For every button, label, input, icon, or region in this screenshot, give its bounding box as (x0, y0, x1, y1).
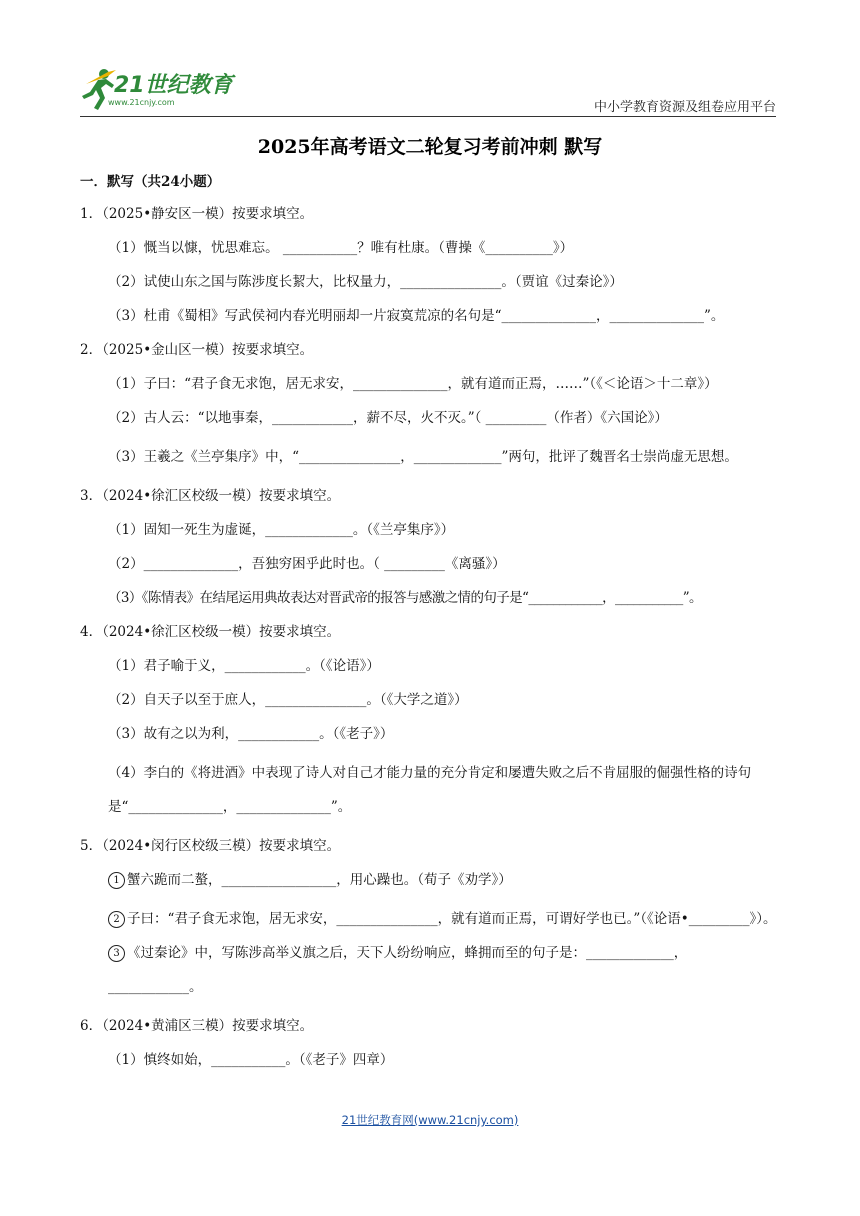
question-item: （4）李白的《将进酒》中表现了诗人对自己才能力量的充分肯定和屡遭失败之后不肯屈服的倔强性格的诗句是“______________，______________”。 (108, 765, 752, 815)
page-title: 2025年高考语文二轮复习考前冲刺 默写 (257, 136, 603, 158)
circled-number: 1 (108, 872, 125, 889)
question-item: （3）《陈情表》在结尾运用典故表达对晋武帝的报答与感激之情的句子是“____________，___________”。 (108, 590, 702, 606)
question-item: （1）慎终如始，___________。（《老子》四章） (108, 1052, 394, 1068)
question-item: （3）杜甫《蜀相》写武侯祠内春光明丽却一片寂寞荒凉的名句是“______________，______________”。 (108, 308, 725, 324)
logo-url: www.21cnjy.com (108, 98, 175, 107)
page-header (0, 0, 860, 120)
circled-number: 2 (108, 911, 125, 928)
question-item: （1）固知一死生为虚诞，_____________。（《兰亭集序》） (108, 522, 455, 538)
question-title: 1．（2025•静安区一模）按要求填空。 (80, 206, 314, 222)
question-item: （3）故有之以为利，____________。（《老子》） (108, 726, 394, 742)
logo-text: 21世纪教育 (114, 73, 233, 98)
platform-label: 中小学教育资源及组卷应用平台 (593, 100, 776, 115)
logo (78, 66, 258, 114)
question-item: （2）试使山东之国与陈涉度长絜大，比权量力，_______________。（贾谊《过秦论》） (108, 274, 623, 290)
question-title: 6．（2024•黄浦区三模）按要求填空。 (80, 1018, 314, 1034)
circled-number: 3 (108, 945, 125, 962)
document-body (80, 170, 778, 1082)
footer-link[interactable]: 21世纪教育网(www.21cnjy.com) (341, 1113, 519, 1127)
question-item: （1）慨当以慷，忧思难忘。 ___________？唯有杜康。（曹操《__________》） (108, 240, 574, 256)
question-title: 4．（2024•徐汇区校级一模）按要求填空。 (80, 624, 341, 640)
item-text: 子曰：“君子食无求饱，居无求安，_______________，就有道而正焉，可谓好学也已。”（《论语•_________》）。 (127, 911, 777, 927)
section-heading: 一．默写（共24小题） (80, 174, 221, 190)
question-item: （2）自天子以至于庶人，_______________。（《大学之道》） (108, 692, 468, 708)
question-item: （3）王羲之《兰亭集序》中，“_______________，_____________”两句，批评了魏晋名士崇尚虚无思想。 (108, 449, 738, 465)
question-item: （1）子曰：“君子食无求饱，居无求安，______________，就有道而正焉，……”（《＜论语＞十二章》） (108, 376, 718, 392)
question-item (80, 868, 778, 892)
question-item (80, 936, 778, 1004)
item-text: 《过秦论》中，写陈涉高举义旗之后，天下人纷纷响应，蜂拥而至的句子是：_____________，____________。 (108, 945, 688, 995)
question-title: 3．（2024•徐汇区校级一模）按要求填空。 (80, 488, 341, 504)
question-title: 5．（2024•闵行区校级三模）按要求填空。 (80, 838, 341, 854)
question-item (80, 902, 778, 936)
question-item: （2）______________，吾独穷困乎此时也。（ _________《离骚》） (108, 556, 506, 572)
question-item: （2）古人云：“以地事秦，____________，薪不尽，火不灭。”（ _________（作者）《六国论》） (108, 410, 668, 426)
item-text: 蟹六跪而二螯，_________________，用心躁也。（荀子《劝学》） (127, 872, 512, 888)
question-item: （1）君子喻于义，____________。（《论语》） (108, 658, 380, 674)
header-divider (80, 116, 776, 117)
question-title: 2．（2025•金山区一模）按要求填空。 (80, 342, 314, 358)
